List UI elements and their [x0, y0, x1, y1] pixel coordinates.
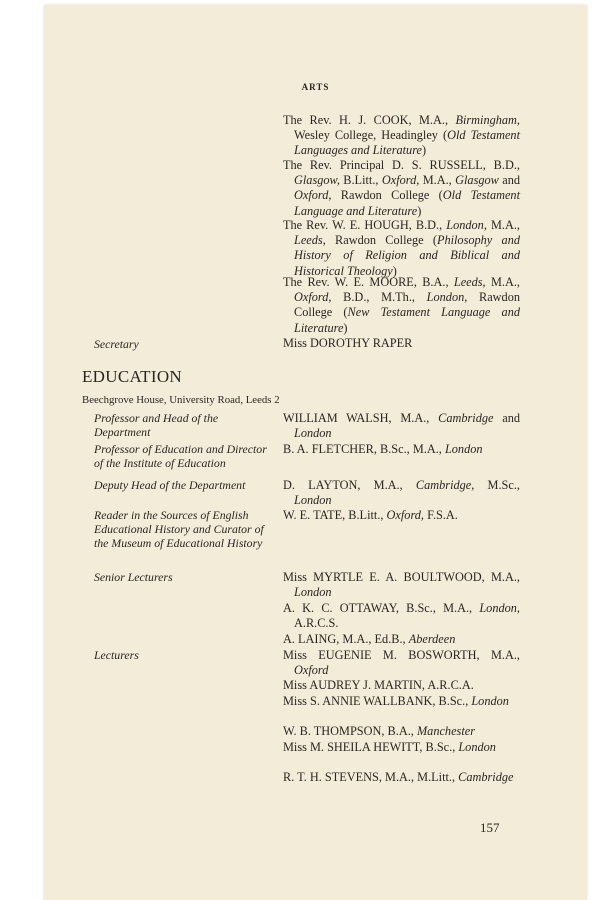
- role-label-senior-lecturers: Senior Lecturers: [94, 570, 173, 584]
- staff-entry-thompson: W. B. THOMPSON, B.A., Manchester: [283, 724, 475, 738]
- role-label-professor-head: Professor and Head of the Department: [94, 411, 219, 439]
- role-label-reader: Reader in the Sources of English Educational History and Curator of the Museum of Educational History: [94, 508, 264, 550]
- secretary-label: Secretary: [94, 337, 139, 351]
- staff-entry-laing: A. LAING, M.A., Ed.B., Aberdeen: [283, 632, 456, 646]
- role-label-deputy-head: Deputy Head of the Department: [94, 478, 246, 492]
- staff-entry-walsh: WILLIAM WALSH, M.A., Cambridge and London: [283, 411, 520, 441]
- staff-entry-ottaway: A. K. C. OTTAWAY, B.Sc., M.A., London, A.R.C.S.: [283, 601, 520, 631]
- staff-entry-stevens: R. T. H. STEVENS, M.A., M.Litt., Cambridge: [283, 770, 514, 784]
- role-label-professor-director: Professor of Education and Director of the Institute of Education: [94, 442, 267, 470]
- staff-entry-boultwood: Miss MYRTLE E. A. BOULTWOOD, M.A., London: [283, 570, 520, 600]
- staff-entry-bosworth: Miss EUGENIE M. BOSWORTH, M.A., Oxford: [283, 648, 520, 678]
- staff-entry-cook: The Rev. H. J. COOK, M.A., Birmingham, Wesley College, Headingley (Old Testament Languages and Literature): [283, 113, 520, 158]
- role-label-lecturers: Lecturers: [94, 648, 139, 662]
- staff-entry-fletcher: B. A. FLETCHER, B.Sc., M.A., London: [283, 442, 483, 456]
- page-sheet: [44, 5, 587, 900]
- page-number: 157: [480, 820, 500, 835]
- staff-entry-russell: The Rev. Principal D. S. RUSSELL, B.D., Glasgow, B.Litt., Oxford, M.A., Glasgow and Oxford, Rawdon College (Old Testament Language and Literature): [283, 158, 520, 218]
- staff-entry-moore: The Rev. W. E. MOORE, B.A., Leeds, M.A., Oxford, B.D., M.Th., London, Rawdon College (New Testament Language and Literature): [283, 275, 520, 335]
- department-address: Beechgrove House, University Road, Leeds 2: [82, 394, 280, 406]
- secretary-name: Miss DOROTHY RAPER: [283, 336, 413, 350]
- staff-entry-hough: The Rev. W. E. HOUGH, B.D., London, M.A., Leeds, Rawdon College (Philosophy and History of Religion and Biblical and Historical Theology): [283, 218, 520, 278]
- section-title-education: EDUCATION: [82, 367, 182, 386]
- running-head: ARTS: [301, 82, 330, 92]
- staff-entry-wallbank: Miss S. ANNIE WALLBANK, B.Sc., London: [283, 694, 509, 708]
- staff-entry-layton: D. LAYTON, M.A., Cambridge, M.Sc., London: [283, 478, 520, 508]
- staff-entry-tate: W. E. TATE, B.Litt., Oxford, F.S.A.: [283, 508, 458, 522]
- staff-entry-hewitt: Miss M. SHEILA HEWITT, B.Sc., London: [283, 740, 496, 754]
- staff-entry-martin: Miss AUDREY J. MARTIN, A.R.C.A.: [283, 678, 474, 692]
